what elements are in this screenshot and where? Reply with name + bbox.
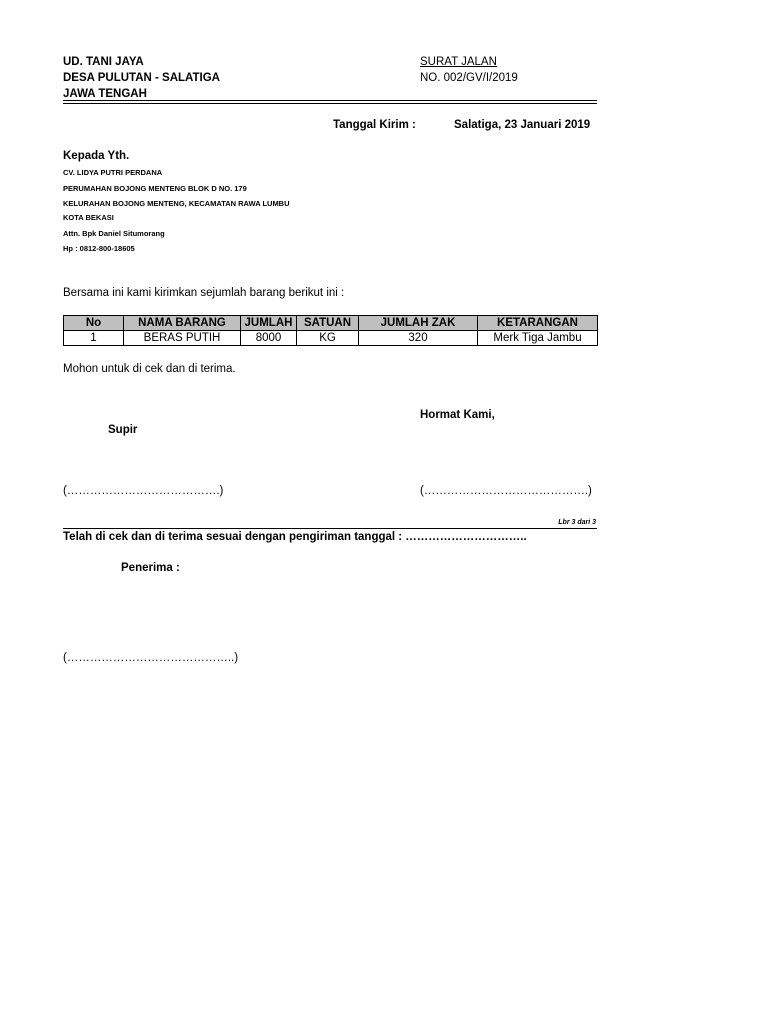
table-header-row (64, 316, 598, 331)
cell-unit: KG (297, 331, 359, 346)
col-header-no: No (64, 316, 124, 331)
recipient-district: KELURAHAN BOJONG MENTENG, KECAMATAN RAWA LUMBU (63, 199, 290, 208)
recipient-address: PERUMAHAN BOJONG MENTENG BLOK D NO. 179 (63, 184, 247, 193)
items-table (63, 315, 598, 346)
cell-item-name: BERAS PUTIH (124, 331, 241, 346)
cell-sack-count: 320 (359, 331, 478, 346)
table-row (64, 331, 598, 346)
cell-no: 1 (64, 331, 124, 346)
header-divider-bottom (63, 103, 597, 104)
recipient-company: CV. LIDYA PUTRI PERDANA (63, 168, 163, 177)
cell-remarks: Merk Tiga Jambu (478, 331, 598, 346)
intro-text: Bersama ini kami kirimkan sejumlah barang berikut ini : (63, 287, 345, 299)
page-counter: Lbr 3 dari 3 (558, 519, 596, 526)
col-header-remarks: KETARANGAN (478, 316, 598, 331)
sender-signature-line: (…………………………………….) (420, 485, 592, 497)
regards-text: Hormat Kami, (420, 409, 495, 421)
document-number: NO. 002/GV/I/2019 (420, 72, 518, 84)
company-address-line2: JAWA TENGAH (63, 88, 147, 100)
header-divider-top (63, 100, 597, 101)
col-header-unit: SATUAN (297, 316, 359, 331)
check-note: Mohon untuk di cek dan di terima. (63, 363, 236, 375)
cell-quantity: 8000 (241, 331, 297, 346)
col-header-sack-count: JUMLAH ZAK (359, 316, 478, 331)
recipient-attention: Attn. Bpk Daniel Situmorang (63, 229, 165, 238)
receipt-statement: Telah di cek dan di terima sesuai dengan pengiriman tanggal : ………………………….. (63, 531, 527, 543)
company-address-line1: DESA PULUTAN - SALATIGA (63, 72, 220, 84)
receiver-label: Penerima : (121, 562, 180, 574)
receiver-signature-line: (……………………………………..) (63, 652, 239, 664)
recipient-phone: Hp : 0812-800-18605 (63, 244, 135, 253)
col-header-item-name: NAMA BARANG (124, 316, 241, 331)
date-value: Salatiga, 23 Januari 2019 (454, 119, 591, 131)
recipient-city: KOTA BEKASI (63, 213, 114, 222)
date-label: Tanggal Kirim : (333, 119, 416, 131)
driver-signature-line: (………………………………….) (63, 485, 224, 497)
document-title: SURAT JALAN (420, 56, 497, 68)
driver-label: Supir (108, 424, 138, 436)
company-name: UD. TANI JAYA (63, 56, 144, 68)
recipient-greeting: Kepada Yth. (63, 150, 130, 162)
receipt-divider (63, 528, 597, 529)
col-header-quantity: JUMLAH (241, 316, 297, 331)
